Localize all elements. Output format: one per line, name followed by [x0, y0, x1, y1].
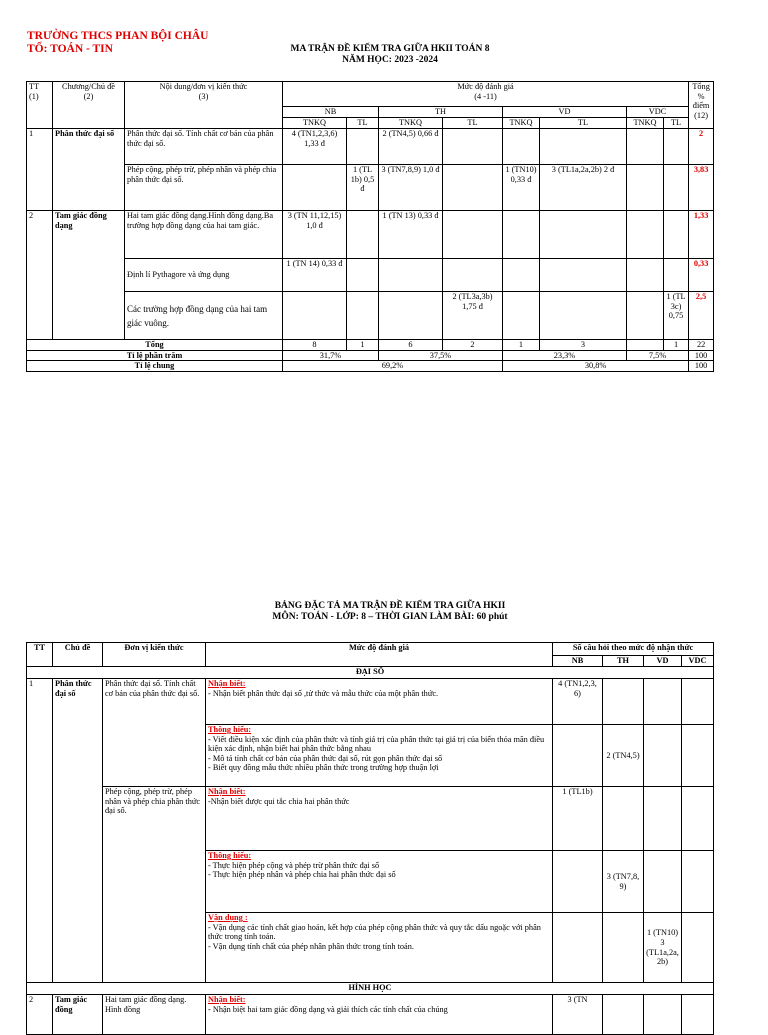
cell-vdc-tl [664, 129, 689, 165]
spec-table [26, 642, 714, 1035]
cell-tong: 3,83 [689, 165, 714, 211]
cell-th-tnkq [379, 292, 443, 340]
count-th [603, 679, 644, 725]
cell-vdc-tnkq [627, 129, 664, 165]
count-vd: 1 (TN10) 3 (TL1a,2a, 2b) [644, 913, 682, 983]
percent-total: 100 [689, 350, 714, 361]
count-vd [644, 725, 682, 787]
label-nhan-biet: Nhận biết: [208, 995, 246, 1004]
count-nb: 1 (TL1b) [553, 787, 603, 851]
percent-label: Tỉ lệ phần trăm [27, 350, 283, 361]
cell-th-tnkq [379, 259, 443, 292]
head-nb: NB [283, 107, 379, 118]
spec-row-chude: Phân thức đại số [53, 679, 103, 983]
cell-nb-tnkq: 3 (TN 11,12,15) 1,0 đ [283, 211, 347, 259]
cell-th-tl [443, 259, 503, 292]
head-noidung: Nội dung/đơn vị kiến thức (3) [125, 82, 283, 129]
spec-subtitle: MÔN: TOÁN - LỚP: 8 – THỜI GIAN LÀM BÀI: 60 phút [272, 612, 508, 622]
label-thong-hieu: Thông hiểu: [208, 851, 252, 860]
head-vd: VD [503, 107, 627, 118]
spec-head-mucdo: Mức độ đánh giá [206, 643, 553, 667]
total-cell [627, 340, 664, 351]
row-noidung: Phân thức đại số. Tính chất cơ bản của phân thức đại số. [125, 129, 283, 165]
spec-row-donvi: Phân thức đại số. Tính chất cơ bản của phân thức đại số. [103, 679, 206, 787]
cell-nb-tnkq [283, 292, 347, 340]
matrix-title: MA TRẬN ĐỀ KIỂM TRA GIỮA HKII TOÁN 8 [290, 44, 490, 54]
count-th: 3 (TN7,8, 9) [603, 851, 644, 913]
label-van-dung: Vận dụng : [208, 913, 248, 922]
row-noidung: Hai tam giác đồng dạng.Hình đồng dạng.Ba trường hợp đồng dạng của hai tam giác. [125, 211, 283, 259]
section-dai-so: ĐẠI SỐ [27, 667, 714, 679]
mucdo-line: - Biết quy đồng mẫu thức nhiều phân thức trong trường hợp thuận lợi [208, 763, 439, 773]
cell-nb-tl [347, 292, 379, 340]
general-total: 100 [689, 361, 714, 372]
spec-mucdo-th [206, 725, 553, 787]
cell-th-tl [443, 129, 503, 165]
cell-nb-tnkq: 1 (TN 14) 0,33 đ [283, 259, 347, 292]
spec-title: BẢNG ĐẶC TẢ MA TRẬN ĐỀ KIỂM TRA GIỮA HKII [274, 601, 506, 611]
count-vd [644, 851, 682, 913]
cell-vdc-tl [664, 259, 689, 292]
row-chuong: Tam giác đồng dạng [53, 211, 125, 340]
cell-th-tl [443, 211, 503, 259]
head-th: TH [379, 107, 503, 118]
spec-mucdo-nb [206, 787, 553, 851]
head-mucdo: Mức độ đánh giá (4 -11) [283, 82, 689, 107]
matrix-table [26, 81, 714, 372]
head-tnkq: TNKQ [503, 118, 540, 129]
cell-tong: 0,33 [689, 259, 714, 292]
mucdo-line: - Vận dụng tính chất của phép nhân phân thức trong tính toán. [208, 941, 414, 951]
spec-row-tt: 2 [27, 995, 53, 1035]
spec-head-th: TH [603, 656, 644, 667]
cell-nb-tl [347, 129, 379, 165]
count-vd [644, 995, 682, 1035]
cell-vd-tl [540, 292, 627, 340]
count-vdc [682, 913, 714, 983]
mucdo-line: - Vận dụng các tính chất giao hoán, kết hợp của phép cộng phân thức và quy tắc dấu ngoặc với phân thức trong tính toán. [208, 922, 541, 942]
head-tl: TL [664, 118, 689, 129]
percent-th: 37,5% [379, 350, 503, 361]
spec-mucdo-th [206, 851, 553, 913]
row-noidung: Phép cộng, phép trừ, phép nhân và phép chia phân thức đại số. [125, 165, 283, 211]
head-tong: Tổng % điểm (12) [689, 82, 714, 129]
cell-nb-tl [347, 259, 379, 292]
head-tl: TL [347, 118, 379, 129]
head-vdc: VDC [627, 107, 689, 118]
head-tnkq: TNKQ [627, 118, 664, 129]
head-tl: TL [443, 118, 503, 129]
spec-mucdo-nb [206, 995, 553, 1035]
cell-vdc-tnkq [627, 211, 664, 259]
cell-tong: 2,5 [689, 292, 714, 340]
head-tnkq: TNKQ [283, 118, 347, 129]
cell-th-tnkq: 1 (TN 13) 0,33 đ [379, 211, 443, 259]
cell-vd-tnkq [503, 259, 540, 292]
row-noidung: Các trường hợp đồng dạng của hai tam giác vuông. [125, 292, 283, 340]
label-thong-hieu: Thông hiểu: [208, 725, 252, 734]
school-group: TỔ: TOÁN - TIN [27, 43, 113, 55]
cell-vd-tnkq [503, 292, 540, 340]
cell-tong: 1,33 [689, 211, 714, 259]
cell-vdc-tl: 1 (TL 3c) 0,75 [664, 292, 689, 340]
count-th [603, 913, 644, 983]
total-cell: 3 [540, 340, 627, 351]
row-noidung: Định lí Pythagore và ứng dụng [125, 259, 283, 292]
total-label: Tổng [27, 340, 283, 351]
cell-vdc-tl [664, 165, 689, 211]
cell-th-tl [443, 165, 503, 211]
mucdo-line: - Thực hiện phép nhân và phép chia hai phân thức đại số [208, 870, 396, 880]
cell-vd-tl [540, 211, 627, 259]
mucdo-line: - Thực hiện phép cộng và phép trừ phân thức đại số [208, 860, 380, 870]
cell-nb-tl [347, 211, 379, 259]
spec-title-block [200, 601, 580, 623]
count-nb: 4 (TN1,2,3, 6) [553, 679, 603, 725]
count-vdc [682, 787, 714, 851]
row-tt: 1 [27, 129, 53, 211]
cell-th-tnkq: 3 (TN7,8,9) 1,0 đ [379, 165, 443, 211]
count-vdc [682, 679, 714, 725]
mucdo-line: - Nhận biệt hai tam giác đồng dạng và giải thích các tính chất của chúng [208, 1004, 448, 1014]
spec-row-donvi: Phép cộng, phép trừ, phép nhân và phép chia phân thức đại số. [103, 787, 206, 983]
percent-vd: 23,3% [503, 350, 627, 361]
cell-vd-tnkq: 1 (TN10) 0,33 đ [503, 165, 540, 211]
head-tnkq: TNKQ [379, 118, 443, 129]
cell-th-tl: 2 (TL3a,3b) 1,75 đ [443, 292, 503, 340]
count-nb [553, 725, 603, 787]
count-vdc [682, 851, 714, 913]
cell-tong: 2 [689, 129, 714, 165]
mucdo-line: -Nhận biết được qui tắc chia hai phân thức [208, 796, 350, 806]
general-b: 30,8% [503, 361, 689, 372]
spec-head-chude: Chủ đề [53, 643, 103, 667]
spec-mucdo-vd [206, 913, 553, 983]
cell-vd-tl: 3 (TL1a,2a,2b) 2 đ [540, 165, 627, 211]
count-vdc [682, 725, 714, 787]
matrix-year: NĂM HỌC: 2023 -2024 [342, 55, 438, 65]
count-vd [644, 679, 682, 725]
count-th: 2 (TN4,5) [603, 725, 644, 787]
spec-row-chude: Tam giác đồng [53, 995, 103, 1035]
cell-vdc-tnkq [627, 259, 664, 292]
spec-head-vd: VD [644, 656, 682, 667]
spec-head-donvi: Đơn vị kiến thức [103, 643, 206, 667]
row-chuong: Phân thức đại số [53, 129, 125, 211]
mucdo-line: - Mô tả tính chất cơ bản của phân thức đại số, rút gọn phân thức đại số [208, 753, 443, 763]
head-tt: TT (1) [27, 82, 53, 129]
mucdo-line: - Nhận biết phân thức đại số ,tử thức và mẫu thức của một phân thức. [208, 688, 439, 698]
count-vd [644, 787, 682, 851]
spec-head-nb: NB [553, 656, 603, 667]
total-cell: 2 [443, 340, 503, 351]
total-cell: 1 [503, 340, 540, 351]
cell-nb-tnkq [283, 165, 347, 211]
total-cell: 6 [379, 340, 443, 351]
total-cell: 1 [664, 340, 689, 351]
count-th [603, 787, 644, 851]
cell-vd-tl [540, 129, 627, 165]
percent-vdc: 7,5% [627, 350, 689, 361]
cell-vd-tnkq [503, 211, 540, 259]
head-chuong: Chương/Chủ đề (2) [53, 82, 125, 129]
count-nb [553, 851, 603, 913]
head-tl: TL [540, 118, 627, 129]
general-label: Tỉ lệ chung [27, 361, 283, 372]
spec-mucdo-nb [206, 679, 553, 725]
cell-nb-tnkq: 4 (TN1,2,3,6) 1,33 đ [283, 129, 347, 165]
school-name: TRƯỜNG THCS PHAN BỘI CHÂU [27, 30, 209, 42]
spec-head-vdc: VDC [682, 656, 714, 667]
cell-vdc-tl [664, 211, 689, 259]
label-nhan-biet: Nhận biết: [208, 787, 246, 796]
spec-row-donvi: Hai tam giác đồng dạng. Hình đồng [103, 995, 206, 1035]
total-cell: 8 [283, 340, 347, 351]
count-nb: 3 (TN [553, 995, 603, 1035]
cell-nb-tl: 1 (TL 1b) 0,5 đ [347, 165, 379, 211]
count-vdc [682, 995, 714, 1035]
spec-head-socau: Số câu hỏi theo mức độ nhận thức [553, 643, 714, 656]
count-nb [553, 913, 603, 983]
general-a: 69,2% [283, 361, 503, 372]
school-header [27, 30, 208, 56]
cell-vdc-tnkq [627, 165, 664, 211]
section-hinh-hoc: HÌNH HỌC [27, 983, 714, 995]
cell-vd-tl [540, 259, 627, 292]
spec-row-tt: 1 [27, 679, 53, 983]
cell-vd-tnkq [503, 129, 540, 165]
total-cell: 22 [689, 340, 714, 351]
mucdo-line: - Viết điều kiện xác định của phân thức và tính giá trị của phân thức tại giá trị của biến thỏa mãn điều kiện xác định, nhận biết hai phân thức bằng nhau [208, 734, 545, 754]
matrix-title-block [200, 44, 580, 66]
total-cell: 1 [347, 340, 379, 351]
cell-th-tnkq: 2 (TN4,5) 0,66 đ [379, 129, 443, 165]
row-tt: 2 [27, 211, 53, 340]
spec-head-tt: TT [27, 643, 53, 667]
label-nhan-biet: Nhận biết: [208, 679, 246, 688]
percent-nb: 31,7% [283, 350, 379, 361]
cell-vdc-tnkq [627, 292, 664, 340]
count-th [603, 995, 644, 1035]
